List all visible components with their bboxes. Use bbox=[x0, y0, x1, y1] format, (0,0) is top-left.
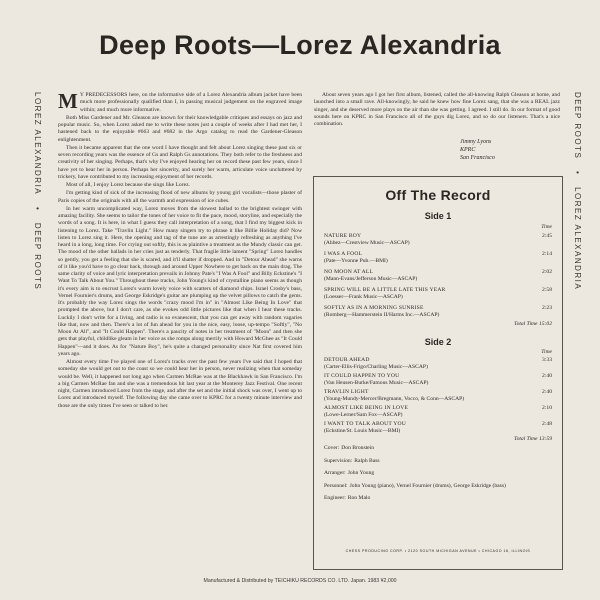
track-row bbox=[324, 287, 552, 300]
track-row bbox=[324, 373, 552, 386]
track-row bbox=[324, 233, 552, 246]
side-2-heading: Side 2 bbox=[424, 337, 452, 347]
credit-value: John Young bbox=[347, 470, 375, 477]
album-title: Deep Roots—Lorez Alexandria bbox=[99, 30, 501, 60]
side-1-total: Total Time 15:02 bbox=[513, 321, 552, 327]
credit-value: Don Bronstein bbox=[341, 445, 375, 451]
signature-station: KPRC bbox=[460, 147, 476, 153]
track-row bbox=[324, 357, 552, 370]
record-box-title: Off The Record bbox=[385, 187, 491, 203]
time-header: Time bbox=[541, 349, 552, 355]
track-time: 2:45 bbox=[542, 233, 552, 239]
credit-row bbox=[324, 458, 552, 465]
spine-right bbox=[570, 92, 582, 322]
spine-album: DEEP ROOTS bbox=[33, 222, 42, 291]
notes-paragraph: In her warm uncomplicated way, Lorez moves from the slowest ballad to the brightest swinger with amazing facility. She seems to tailor the tones of her voice to fit the pace, mood, storyline, and especially the words of a song. It is here, in what I guess they call interpretation of a song, that I find my biggest kick in listening to Lorez. Take "Travlin Light." How many singers try to phrase it like Billie Holiday did? Now listen to Lorez sing it. Here, the opening and tag of the tune are as arrestingly refreshing as anything I've heard in a long, long time. For crying out softly, this is as plaintive a treatment as the Mundy classic can get. The mood of the other ballads in her cries just as tenderly. That fragile little lament "Spring" Lorez handles so gently, you get a feeling that she is scared, and it'll shatter if dropped. And in "Detour Ahead" she warns of it like you'd have to go clear back, through and around Upper Nowhere to get back on the main drag. The same clarity of voice and lyric interpretation prevails in Johnny Pate's "I Was A Fool" and Billy Eckstine's "I Want To Talk About You." Throughout these tracks, John Young's kind of crystalline piano seems as though it's every aim is to encrust Lorez's warm lovely voice with scatters of diamond chips. Israel Crosby's bass, Vernel Fournier's drums, and George Eskridge's guitar are plumping up the velvet pillows to catch the gems. It's probably the way Lorez sings the words "crazy mood I'm in" in "Almost Like Being In Love" that prompted the above, but I don't care, as she evokes odd little pictures like that when I hear these tracks. Luckily I don't write for a living, and radio is so evanescent, that you can get away with random vagaries like that, now and then. There's a lot of fun ahead for you in the nice, easy, loose, up-tempo "Softly", "No Moon At All", and "It Could Happen". There's a paucity of notes in her treatment of "Moon" and then she gets that playful, childlike gleam in her voice as she romps along merrily with Howard McGhee as "It Could Happen"—and it does. As for "Nature Boy", he's quite a changed personality since Nat first covered him years ago. bbox=[58, 205, 302, 357]
track-title: SOFTLY AS IN A MORNING SUNRISE bbox=[324, 305, 424, 311]
manufacturer-footer: Manufactured & Distributed by TEICHIKU RECORDS CO. LTD. Japan. 1983 ¥2,000 bbox=[203, 578, 397, 584]
signature bbox=[460, 138, 495, 162]
track-row bbox=[324, 305, 552, 318]
track-credit: (Pate—Yvonne Pub.—BMI) bbox=[324, 257, 388, 264]
track-time: 2:48 bbox=[542, 421, 552, 427]
track-time: 2:58 bbox=[542, 287, 552, 293]
spine-artist: LOREZ ALEXANDRIA bbox=[33, 92, 42, 196]
credit-label: Supervision: bbox=[324, 457, 353, 464]
notes-first-text: Y PREDECESSORS here, on the informative side of a Lorez Alexandria album jacket have been much more professionally qualified than I, in passing musical judgement on the engraved image within; and much more informative. bbox=[79, 92, 302, 113]
spine-album: DEEP ROOTS bbox=[573, 92, 582, 160]
track-credit: (Van Heusen-Burke/Famous Music—ASCAP) bbox=[324, 379, 429, 386]
credit-label: Engineer: bbox=[324, 495, 346, 502]
track-title: SPRING WILL BE A LITTLE LATE THIS YEAR bbox=[324, 287, 446, 293]
credit-row bbox=[324, 445, 552, 452]
notes-paragraph: Almost every time I've played one of Lorez's tracks over the past few years I've said that I hoped that someday she would get out to the coast so we could hear her in person, never realizing when that someday would be. Well, it happened not long ago when Carmen McRae was at the Blackhawk in San Francisco. I'm a big Carmen McRae fan and she was a tremendous hit last year at the Monterey Jazz Festival. One recent night, Carmen introduced Lorez from the stage, and after the set and the initial shock was over, I went up to Lorez and introduced myself. The following day she came over to KPRC for a twenty minute interview and those are the only times I've seen or talked to her. bbox=[58, 359, 302, 409]
off-the-record-box bbox=[313, 176, 563, 570]
spine-left bbox=[30, 92, 42, 322]
notes-paragraph: I'm getting kind of sick of the increasing flood of new albums by young girl vocalists—those plaster of Paris copies of the originals with all the warmth and expression of ice cubes. bbox=[58, 190, 302, 204]
notes-paragraph: Most of all, I enjoy Lorez because she sings like Lorez. bbox=[66, 182, 190, 188]
track-time: 2:40 bbox=[542, 389, 552, 395]
track-credit: (Lowe-Lerner/Sam Fox—ASCAP) bbox=[324, 411, 403, 418]
notes-paragraph: About seven years ago I got her first album, listened, called the all-knowing Ralph Gleason at home, and launched into a small rave. All-knowingly, he said he knew how fine Lorez sang, that she was a REAL jazz singer, and she deserved more plays on the air than she was getting. I agreed. I still do. In our format of good sounds here on KPRC in San Francisco all of the guys dig Lorez, and so do our listeners. That's a nice combination. bbox=[314, 92, 560, 127]
track-credit: (Romberg—Hammerstein II/Harms Inc.—ASCAP) bbox=[324, 311, 440, 318]
track-credit: (Young-Mundy-Mercer/Bregmann, Vocco, & Conn—ASCAP) bbox=[324, 395, 465, 402]
spine-dot: • bbox=[573, 171, 582, 176]
time-header: Time bbox=[541, 224, 552, 230]
signature-name: Jimmy Lyons bbox=[460, 139, 492, 145]
liner-notes bbox=[58, 92, 302, 567]
notes-first-paragraph bbox=[58, 92, 302, 114]
drop-cap: M bbox=[58, 92, 78, 113]
track-credit: (Loesser—Frank Music—ASCAP) bbox=[324, 293, 403, 300]
track-title: DETOUR AHEAD bbox=[324, 357, 370, 363]
credit-value: John Young (piano), Vernel Fournier (drums), George Eskridge (bass) bbox=[349, 482, 506, 489]
track-title: I WAS A FOOL bbox=[324, 251, 363, 257]
track-time: 3:33 bbox=[542, 357, 552, 363]
spine-artist: LOREZ ALEXANDRIA bbox=[573, 187, 582, 291]
spine-dot: • bbox=[33, 206, 42, 212]
notes-continuation bbox=[314, 92, 560, 128]
track-row bbox=[324, 389, 552, 402]
credit-value: Ron Malo bbox=[347, 495, 371, 502]
track-row bbox=[324, 421, 552, 434]
notes-paragraph: Then it became apparent that the one word I have thought and felt about Lorez singing these past six or seven recording years was the essence of Gs and Ralph Gs annotations. They both refer to the freshness and creativity of her singing. Perhaps, that's why I've enjoyed hearing her on record these past few years, since I have yet to hear her in person. Perhaps her sincerity, and surely her warm, articulate voice uncluttered by trickery, have contributed to my increasing enjoyment of her records. bbox=[58, 144, 302, 180]
track-title: ALMOST LIKE BEING IN LOVE bbox=[324, 405, 409, 411]
track-time: 2:23 bbox=[542, 305, 552, 311]
track-time: 2:10 bbox=[542, 405, 552, 411]
credit-label: Arranger: bbox=[324, 470, 346, 477]
track-credit: (Eckstine/St. Louis Music—BMI) bbox=[324, 427, 401, 434]
track-row bbox=[324, 269, 552, 282]
credit-row bbox=[324, 470, 552, 477]
credit-row bbox=[324, 495, 552, 502]
track-time: 2:40 bbox=[542, 373, 552, 379]
credits bbox=[324, 445, 552, 508]
track-title: I WANT TO TALK ABOUT YOU bbox=[324, 421, 406, 427]
track-title: NATURE BOY bbox=[324, 233, 362, 239]
side-1-heading: Side 1 bbox=[424, 211, 452, 221]
side-2-total: Total Time 13:59 bbox=[513, 436, 552, 442]
track-credit: (Carter-Ellis-Frigo/Charling Music—ASCAP) bbox=[324, 363, 428, 370]
credit-label: Cover: bbox=[324, 445, 340, 451]
notes-paragraph: Both Miss Gardener and Mr. Gleason are known for their knowledgable critiques and essays on jazz and popular music. So, when Lorez asked me to write these notes just a couple of weeks after I had met her, I hastened back to the enjoyable #663 and #682 in the Argo catalog to read the Gardener-Gleason enlightenment. bbox=[58, 114, 302, 143]
track-credit: (Mann-Evans/Jefferson Music—ASCAP) bbox=[324, 275, 418, 282]
track-row bbox=[324, 251, 552, 264]
track-time: 2:14 bbox=[542, 251, 552, 257]
credit-value: Ralph Bass bbox=[354, 457, 380, 464]
track-title: TRAVLIN LIGHT bbox=[324, 389, 369, 395]
track-time: 2:02 bbox=[542, 269, 552, 275]
track-title: NO MOON AT ALL bbox=[324, 269, 374, 275]
track-credit: (Ahbez—Crestview Music—ASCAP) bbox=[324, 239, 410, 246]
signature-city: San Francisco bbox=[460, 155, 495, 161]
label-address: CHESS PRODUCING CORP. • 2120 SOUTH MICHIGAN AVENUE • CHICAGO 16, ILLINOIS bbox=[345, 549, 531, 553]
track-row bbox=[324, 405, 552, 418]
credit-label: Personnel: bbox=[324, 482, 348, 489]
credit-row bbox=[324, 483, 552, 490]
track-title: IT COULD HAPPEN TO YOU bbox=[324, 373, 400, 379]
